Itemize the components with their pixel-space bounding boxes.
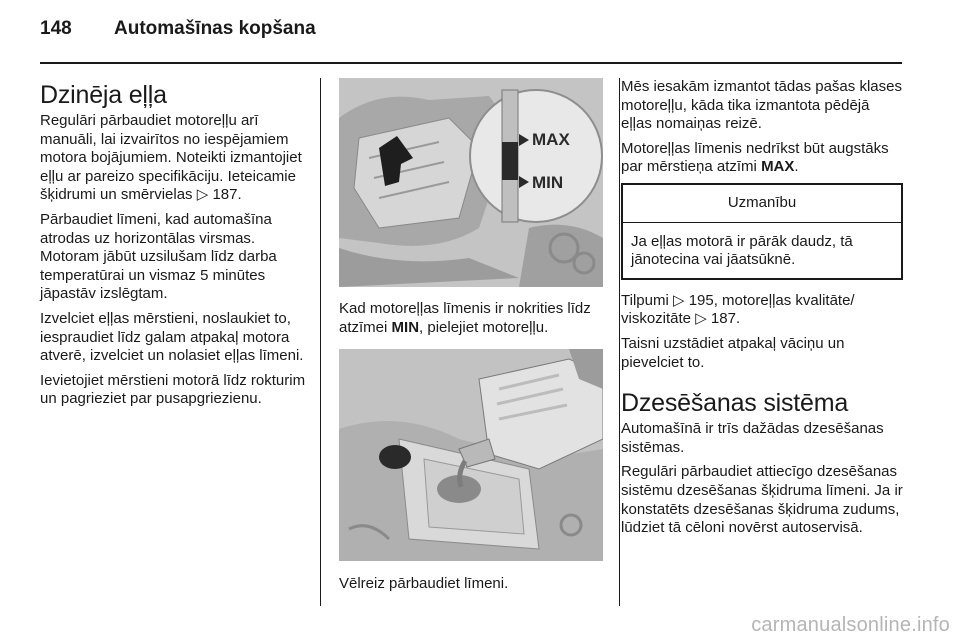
watermark: carmanualsonline.info — [751, 614, 950, 636]
oil-refill-image — [339, 349, 603, 561]
paragraph-text: Tilpumi — [621, 291, 669, 309]
cross-reference-link[interactable]: 195, motoreļļas kvalitāte/ viskozitāte — [621, 291, 855, 328]
dipstick-max-label: MAX — [532, 130, 570, 149]
page-number: 148 — [40, 18, 72, 39]
dipstick-illustration — [339, 78, 603, 287]
paragraph: Vēlreiz pārbaudiet līmeni. — [339, 575, 509, 593]
cross-reference-icon: ▷ — [196, 186, 209, 204]
caption-bold: MIN — [391, 318, 420, 336]
cross-reference-link[interactable]: 187. — [212, 186, 242, 204]
paragraph: Ievietojiet mērstieni motorā līdz rokturim un pagrieziet par pusapgriezienu. — [40, 371, 306, 408]
dipstick-min-label: MIN — [532, 173, 564, 192]
column-engine-oil — [40, 80, 308, 415]
paragraph — [40, 112, 308, 205]
oil-refill-illustration — [339, 349, 603, 561]
paragraph-text: Motoreļļas līmenis nedrīkst būt augstāks par mērstieņa atzīmi — [621, 139, 889, 176]
column-oil-notes — [621, 78, 903, 544]
paragraph — [621, 292, 903, 329]
paragraph: Pārbaudiet līmeni, kad automašīna atrodas uz horizontālas virsmas. Motoram jābūt uzsilušam līdz darba temperatūrai un vismaz 5 minūtes jāpastāv izslēgtam. — [40, 210, 277, 303]
header-rule — [40, 62, 902, 64]
cross-reference-icon: ▷ — [695, 310, 707, 328]
paragraph: Regulāri pārbaudiet attiecīgo dzesēšanas sistēmu dzesēšanas šķidruma līmeni. Ja ir konstatēts dzesēšanas šķidruma zudums, lūdziet tā cēloni novērst autoservisā. — [621, 463, 903, 537]
caution-box — [621, 183, 903, 280]
paragraph-text: Regulāri pārbaudiet motoreļļu arī manuāli, lai izvairītos no iespējamiem motora bojājumiem. Noteikti izmantojiet eļļu ar pareizo specifikāciju. Ieteicamie šķidrumi un smērvielas — [40, 112, 302, 204]
cross-reference-icon: ▷ — [672, 291, 685, 309]
page-title: Automašīnas kopšana — [114, 18, 316, 39]
engine-dipstick-image — [339, 78, 603, 287]
column-illustrations — [339, 78, 603, 600]
cross-reference-link[interactable]: 187. — [710, 310, 741, 328]
paragraph-bold: MAX — [761, 158, 795, 176]
illustration-caption — [339, 300, 603, 337]
page-header — [40, 18, 316, 48]
caption-text: , pielejiet motoreļļu. — [419, 318, 549, 336]
column-divider-1 — [320, 78, 321, 606]
column-divider-2 — [619, 78, 620, 606]
paragraph-text: . — [794, 158, 799, 176]
caption-text: Kad motoreļļas līmenis ir nokrities līdz atzīmei — [339, 300, 591, 336]
caution-title: Uzmanību — [623, 185, 901, 223]
section-title-cooling-system: Dzesēšanas sistēma — [621, 389, 849, 418]
paragraph: Mēs iesakām izmantot tādas pašas klases motoreļļu, kāda tika izmantota pēdējā eļļas nomaiņas reizē. — [621, 78, 902, 133]
paragraph: Izvelciet eļļas mērstieni, noslaukiet to, iespraudiet līdz galam atpakaļ motora atverē, izvelciet un nolasiet eļļas līmeni. — [40, 309, 304, 365]
paragraph: Automašīnā ir trīs dažādas dzesēšanas sistēmas. — [621, 420, 884, 456]
caution-text: Ja eļļas motorā ir pārāk daudz, tā jānotecina vai jāatsūknē. — [631, 232, 853, 269]
paragraph: Taisni uzstādiet atpakaļ vāciņu un pievelciet to. — [621, 334, 845, 371]
section-title-engine-oil: Dzinēja eļļa — [40, 81, 167, 109]
paragraph — [621, 140, 903, 177]
